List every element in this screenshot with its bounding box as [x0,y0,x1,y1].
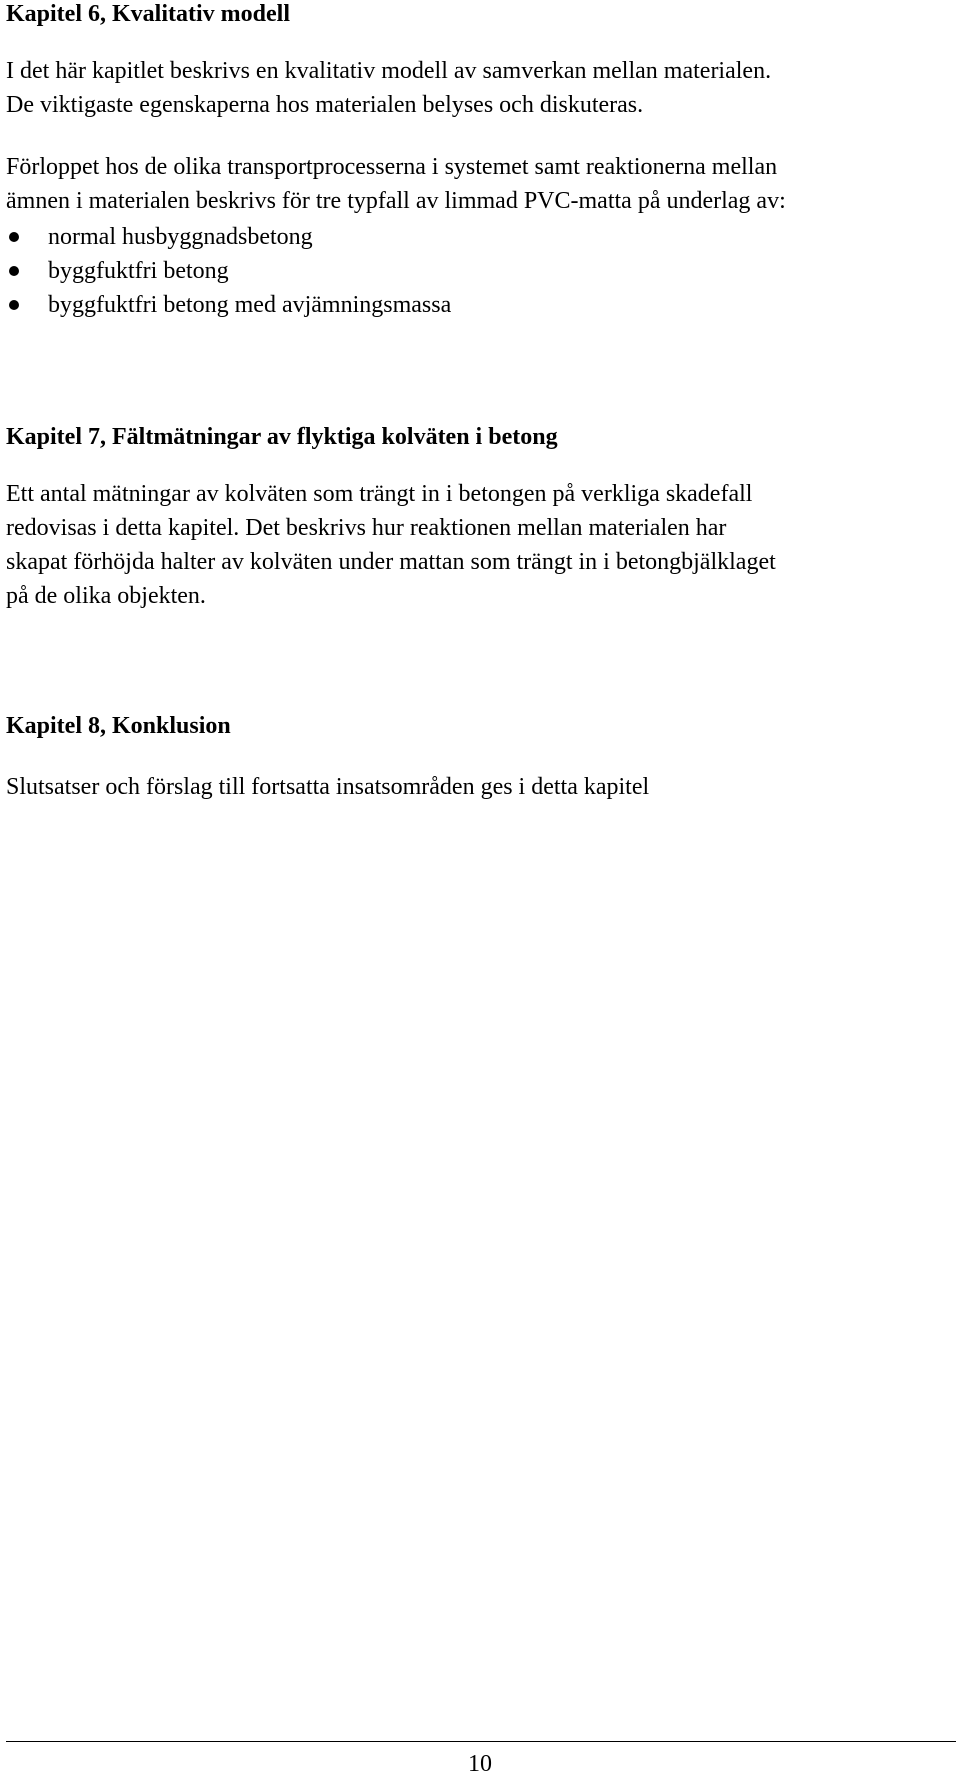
substrate-bullet-list [6,220,451,322]
bullet-item [6,254,451,288]
bullet-dot-icon [9,232,19,242]
bullet-dot-icon [9,266,19,276]
bullet-dot-icon [9,300,19,310]
bullet-item-label: normal husbyggnadsbetong [48,224,313,250]
chapter-7-heading: Kapitel 7, Fältmätningar av flyktiga kolväten i betong [6,424,558,450]
bullet-item-label: byggfuktfri betong med avjämningsmassa [48,292,452,318]
page-number-label: 10 [468,1751,492,1777]
chapter-8-heading: Kapitel 8, Konklusion [6,713,231,739]
chapter-6-heading: Kapitel 6, Kvalitativ modell [6,1,290,27]
bullet-item [6,288,451,322]
chapter-6-intro-line-1: I det här kapitlet beskrivs en kvalitativ modell av samverkan mellan materialen. [6,58,772,84]
chapter-6-process-paragraph [6,150,951,218]
bullet-item [6,220,451,254]
chapter-6-intro-line-2: De viktigaste egenskaperna hos materialen belyses och diskuteras. [6,92,644,118]
bullet-item-label: byggfuktfri betong [48,258,229,284]
chapter-8-paragraph [6,770,951,804]
chapter-7-line-1: Ett antal mätningar av kolväten som trängt in i betongen på verkliga skadefall [6,481,753,507]
chapter-7-paragraph [6,477,951,613]
chapter-8-line-1: Slutsatser och förslag till fortsatta insatsområden ges i detta kapitel [6,774,650,800]
chapter-7-line-4: på de olika objekten. [6,583,206,609]
chapter-7-line-3: skapat förhöjda halter av kolväten under mattan som trängt in i betongbjälklaget [6,549,776,575]
footer-divider [6,1741,956,1742]
page-number [0,1750,960,1778]
chapter-6-process-line-2: ämnen i materialen beskrivs för tre typfall av limmad PVC-matta på underlag av: [6,188,786,214]
chapter-6-process-line-1: Förloppet hos de olika transportprocesserna i systemet samt reaktionerna mellan [6,154,778,180]
chapter-7-line-2: redovisas i detta kapitel. Det beskrivs hur reaktionen mellan materialen har [6,515,727,541]
chapter-6-intro [6,54,951,122]
